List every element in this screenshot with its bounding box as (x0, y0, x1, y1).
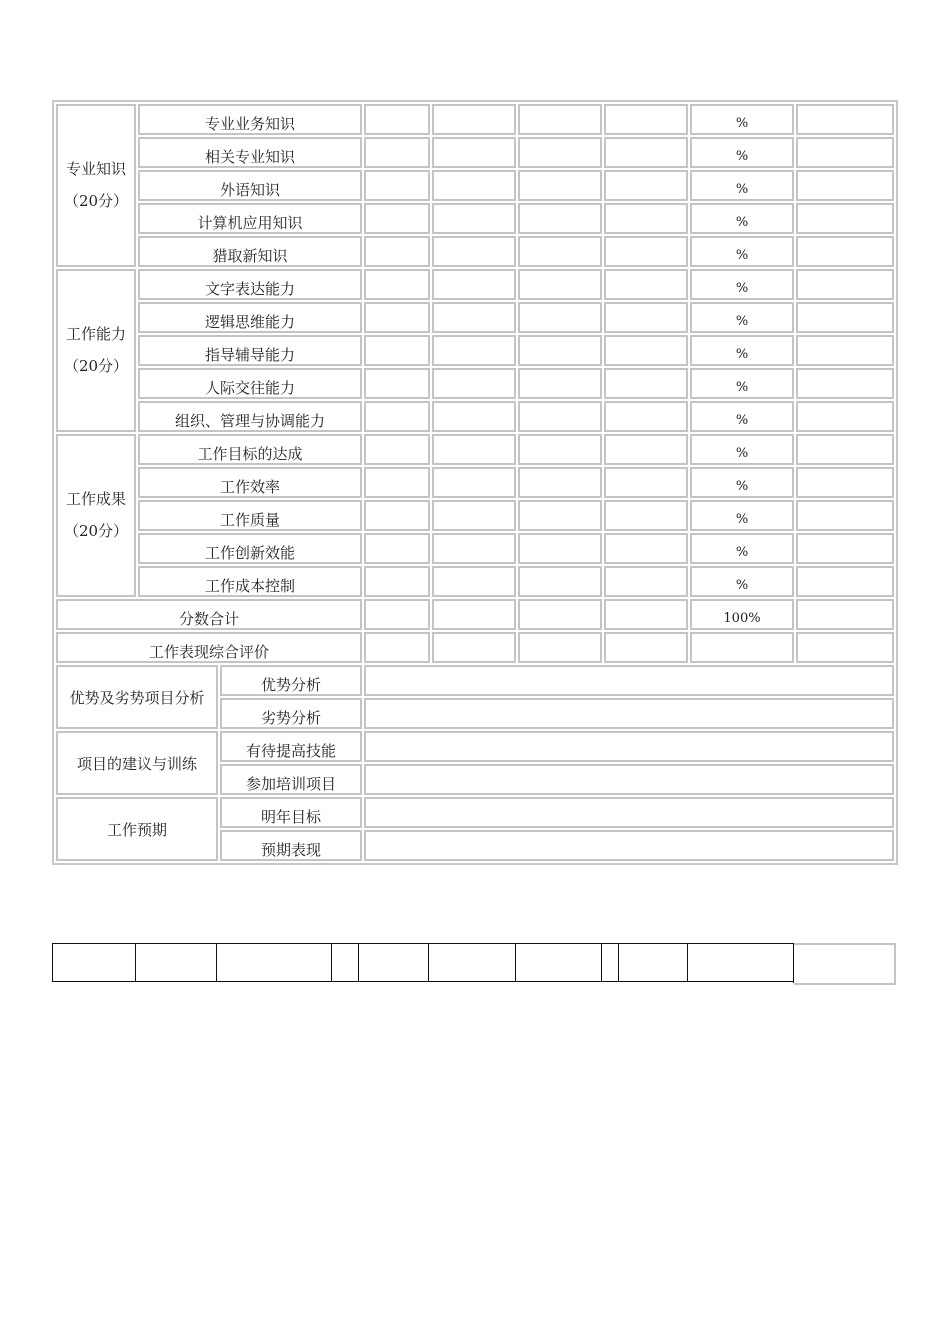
evaluation-row (56, 566, 894, 597)
score-cell[interactable] (364, 104, 430, 135)
analysis-content-cell[interactable] (364, 698, 894, 729)
score-cell[interactable] (432, 599, 516, 630)
score-cell[interactable] (518, 500, 602, 531)
score-cell[interactable] (364, 236, 430, 267)
analysis-item-label: 有待提高技能 (220, 731, 362, 762)
item-label: 逻辑思维能力 (138, 302, 362, 333)
score-cell[interactable] (432, 170, 516, 201)
item-label: 工作效率 (138, 467, 362, 498)
score-cell[interactable] (518, 566, 602, 597)
score-cell[interactable] (432, 632, 516, 663)
evaluation-row (56, 401, 894, 432)
weight-cell: % (690, 566, 794, 597)
weight-cell: % (690, 500, 794, 531)
score-cell[interactable] (796, 632, 894, 663)
analysis-content-cell[interactable] (364, 797, 894, 828)
item-label: 指导辅导能力 (138, 335, 362, 366)
result-cell[interactable] (796, 170, 894, 201)
analysis-content-cell[interactable] (364, 731, 894, 762)
score-cell[interactable] (518, 599, 602, 630)
item-label: 猎取新知识 (138, 236, 362, 267)
score-cell[interactable] (364, 599, 430, 630)
category-name: 专业知识 (65, 160, 126, 178)
score-cell[interactable] (364, 434, 430, 465)
category-name: 工作成果 (65, 490, 126, 508)
score-cell[interactable] (518, 335, 602, 366)
score-cell[interactable] (604, 632, 688, 663)
score-cell[interactable] (364, 566, 430, 597)
result-cell[interactable] (796, 335, 894, 366)
score-cell[interactable] (604, 467, 688, 498)
result-cell[interactable] (796, 467, 894, 498)
score-cell[interactable] (604, 533, 688, 564)
score-cell[interactable] (432, 269, 516, 300)
result-cell[interactable] (796, 533, 894, 564)
result-cell[interactable] (796, 269, 894, 300)
evaluation-row (56, 434, 894, 465)
analysis-content-cell[interactable] (364, 665, 894, 696)
evaluation-row (56, 368, 894, 399)
score-cell[interactable] (604, 368, 688, 399)
category-cell (56, 269, 136, 432)
weight-cell: % (690, 302, 794, 333)
score-cell[interactable] (518, 401, 602, 432)
result-cell[interactable] (796, 401, 894, 432)
score-cell[interactable] (604, 170, 688, 201)
score-cell[interactable] (364, 302, 430, 333)
score-cell[interactable] (604, 599, 688, 630)
score-cell[interactable] (432, 566, 516, 597)
score-cell[interactable] (364, 368, 430, 399)
analysis-row (56, 665, 894, 696)
item-label: 专业业务知识 (138, 104, 362, 135)
score-cell[interactable] (432, 467, 516, 498)
evaluation-row (56, 500, 894, 531)
category-cell (56, 104, 136, 267)
overall-evaluation-label: 工作表现综合评价 (56, 632, 362, 663)
analysis-group-title: 项目的建议与训练 (56, 731, 218, 795)
score-cell[interactable] (364, 632, 430, 663)
score-cell[interactable] (518, 269, 602, 300)
total-row (56, 599, 894, 630)
score-cell[interactable] (604, 137, 688, 168)
evaluation-row (56, 335, 894, 366)
evaluation-row (56, 269, 894, 300)
item-label: 工作创新效能 (138, 533, 362, 564)
score-cell[interactable] (604, 434, 688, 465)
score-cell[interactable] (604, 401, 688, 432)
score-cell[interactable] (518, 368, 602, 399)
analysis-row (56, 797, 894, 828)
weight-cell: % (690, 203, 794, 234)
item-label: 文字表达能力 (138, 269, 362, 300)
weight-cell: % (690, 467, 794, 498)
item-label: 人际交往能力 (138, 368, 362, 399)
item-label: 外语知识 (138, 170, 362, 201)
score-cell[interactable] (432, 203, 516, 234)
score-cell[interactable] (518, 104, 602, 135)
score-cell[interactable] (604, 500, 688, 531)
weight-cell: % (690, 434, 794, 465)
result-cell[interactable] (796, 500, 894, 531)
score-cell[interactable] (364, 170, 430, 201)
score-cell[interactable] (364, 401, 430, 432)
analysis-group-title: 工作预期 (56, 797, 218, 861)
category-cell (56, 434, 136, 597)
score-cell[interactable] (432, 401, 516, 432)
evaluation-row (56, 533, 894, 564)
item-label: 相关专业知识 (138, 137, 362, 168)
result-cell[interactable] (796, 368, 894, 399)
item-label: 工作目标的达成 (138, 434, 362, 465)
weight-cell: % (690, 269, 794, 300)
score-cell[interactable] (432, 236, 516, 267)
score-cell[interactable] (690, 632, 794, 663)
evaluation-row (56, 170, 894, 201)
score-cell[interactable] (432, 335, 516, 366)
weight-cell: % (690, 104, 794, 135)
score-cell[interactable] (604, 566, 688, 597)
score-cell[interactable] (518, 203, 602, 234)
result-cell[interactable] (796, 302, 894, 333)
category-name: 工作能力 (65, 325, 126, 343)
score-cell[interactable] (364, 269, 430, 300)
evaluation-row (56, 467, 894, 498)
score-cell[interactable] (364, 203, 430, 234)
overall-evaluation-row (56, 632, 894, 663)
analysis-content-cell[interactable] (364, 830, 894, 861)
score-cell[interactable] (364, 335, 430, 366)
item-label: 工作质量 (138, 500, 362, 531)
analysis-item-label: 明年目标 (220, 797, 362, 828)
score-cell[interactable] (518, 236, 602, 267)
analysis-group-title: 优势及劣势项目分析 (56, 665, 218, 729)
analysis-item-label: 参加培训项目 (220, 764, 362, 795)
result-cell[interactable] (796, 236, 894, 267)
form-bottom-border-row (52, 943, 896, 983)
score-cell[interactable] (604, 335, 688, 366)
result-cell[interactable] (796, 137, 894, 168)
score-cell[interactable] (364, 467, 430, 498)
item-label: 工作成本控制 (138, 566, 362, 597)
result-cell[interactable] (796, 104, 894, 135)
weight-cell: % (690, 137, 794, 168)
analysis-item-label: 预期表现 (220, 830, 362, 861)
score-cell[interactable] (432, 500, 516, 531)
score-cell[interactable] (364, 533, 430, 564)
score-cell[interactable] (518, 434, 602, 465)
analysis-item-label: 优势分析 (220, 665, 362, 696)
result-cell[interactable] (796, 566, 894, 597)
evaluation-row (56, 302, 894, 333)
evaluation-row (56, 236, 894, 267)
weight-cell: % (690, 170, 794, 201)
item-label: 计算机应用知识 (138, 203, 362, 234)
score-cell[interactable] (432, 137, 516, 168)
result-cell[interactable] (796, 203, 894, 234)
score-cell[interactable] (518, 170, 602, 201)
analysis-item-label: 劣势分析 (220, 698, 362, 729)
score-cell[interactable] (432, 302, 516, 333)
result-cell[interactable] (796, 599, 894, 630)
weight-cell: % (690, 236, 794, 267)
score-cell[interactable] (604, 104, 688, 135)
category-points: （20分） (63, 192, 129, 210)
score-cell[interactable] (364, 500, 430, 531)
total-label: 分数合计 (56, 599, 362, 630)
category-points: （20分） (63, 522, 129, 540)
weight-cell: 100% (690, 599, 794, 630)
score-cell[interactable] (432, 533, 516, 564)
score-cell[interactable] (604, 269, 688, 300)
score-cell[interactable] (604, 236, 688, 267)
score-cell[interactable] (518, 467, 602, 498)
evaluation-row (56, 203, 894, 234)
evaluation-row (56, 137, 894, 168)
score-cell[interactable] (518, 137, 602, 168)
weight-cell: % (690, 401, 794, 432)
score-cell[interactable] (604, 203, 688, 234)
score-cell[interactable] (518, 533, 602, 564)
analysis-row (56, 731, 894, 762)
item-label: 组织、管理与协调能力 (138, 401, 362, 432)
score-cell[interactable] (604, 302, 688, 333)
weight-cell: % (690, 368, 794, 399)
result-cell[interactable] (796, 434, 894, 465)
appraisal-form-table (52, 100, 898, 865)
score-cell[interactable] (518, 632, 602, 663)
score-cell[interactable] (364, 137, 430, 168)
weight-cell: % (690, 533, 794, 564)
score-cell[interactable] (518, 302, 602, 333)
score-cell[interactable] (432, 368, 516, 399)
score-cell[interactable] (432, 434, 516, 465)
analysis-content-cell[interactable] (364, 764, 894, 795)
category-points: （20分） (63, 357, 129, 375)
evaluation-row (56, 104, 894, 135)
score-cell[interactable] (432, 104, 516, 135)
weight-cell: % (690, 335, 794, 366)
